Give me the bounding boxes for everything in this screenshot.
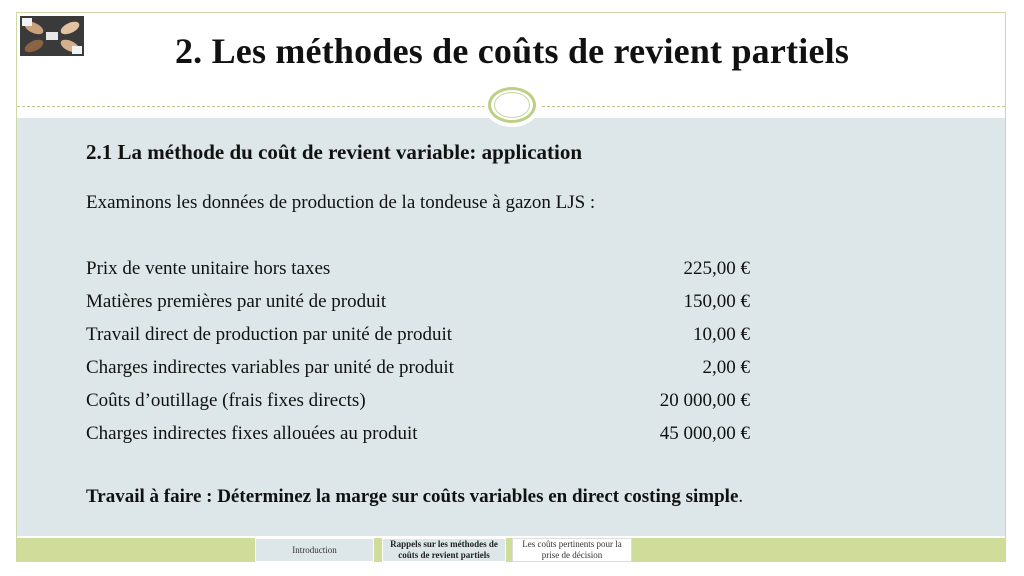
section-subtitle: 2.1 La méthode du coût de revient variable: application xyxy=(86,140,583,164)
row-label: Charges indirectes variables par unité de produit xyxy=(86,357,454,378)
row-value: 225,00 € xyxy=(683,258,750,279)
nav-tab-label: Rappels sur les méthodes de coûts de revient partiels xyxy=(390,539,498,560)
footer-bar xyxy=(17,538,1005,561)
row-label: Matières premières par unité de produit xyxy=(86,291,387,312)
data-row xyxy=(86,423,750,453)
nav-tab-rappels[interactable] xyxy=(382,538,506,562)
row-label: Travail direct de production par unité de produit xyxy=(86,324,453,345)
task-instruction xyxy=(86,486,743,508)
inner-oval-ring-icon xyxy=(494,92,530,118)
row-value: 20 000,00 € xyxy=(659,390,750,411)
nav-tab-couts-pertinents[interactable] xyxy=(512,538,632,562)
row-value: 2,00 € xyxy=(702,357,750,378)
data-row xyxy=(86,291,750,321)
row-value: 45 000,00 € xyxy=(659,423,750,444)
data-row xyxy=(86,390,750,420)
slide-title: 2. Les méthodes de coûts de revient partiels xyxy=(174,31,850,71)
data-row xyxy=(86,357,750,387)
row-value: 10,00 € xyxy=(693,324,750,345)
data-row xyxy=(86,258,750,288)
data-row xyxy=(86,324,750,354)
row-value: 150,00 € xyxy=(683,291,750,312)
row-label: Coûts d’outillage (frais fixes directs) xyxy=(86,390,366,411)
row-label: Prix de vente unitaire hors taxes xyxy=(86,258,331,279)
nav-tab-label: Les coûts pertinents pour la prise de décision xyxy=(522,539,622,560)
task-punct: . xyxy=(738,486,744,507)
nav-tab-introduction[interactable] xyxy=(255,538,374,562)
intro-text: Examinons les données de production de la tondeuse à gazon LJS : xyxy=(86,192,596,213)
nav-tab-label: Introduction xyxy=(292,544,337,555)
row-label: Charges indirectes fixes allouées au produit xyxy=(86,423,418,444)
task-text: Travail à faire : Déterminez la marge sur coûts variables en direct costing simple xyxy=(86,486,739,507)
